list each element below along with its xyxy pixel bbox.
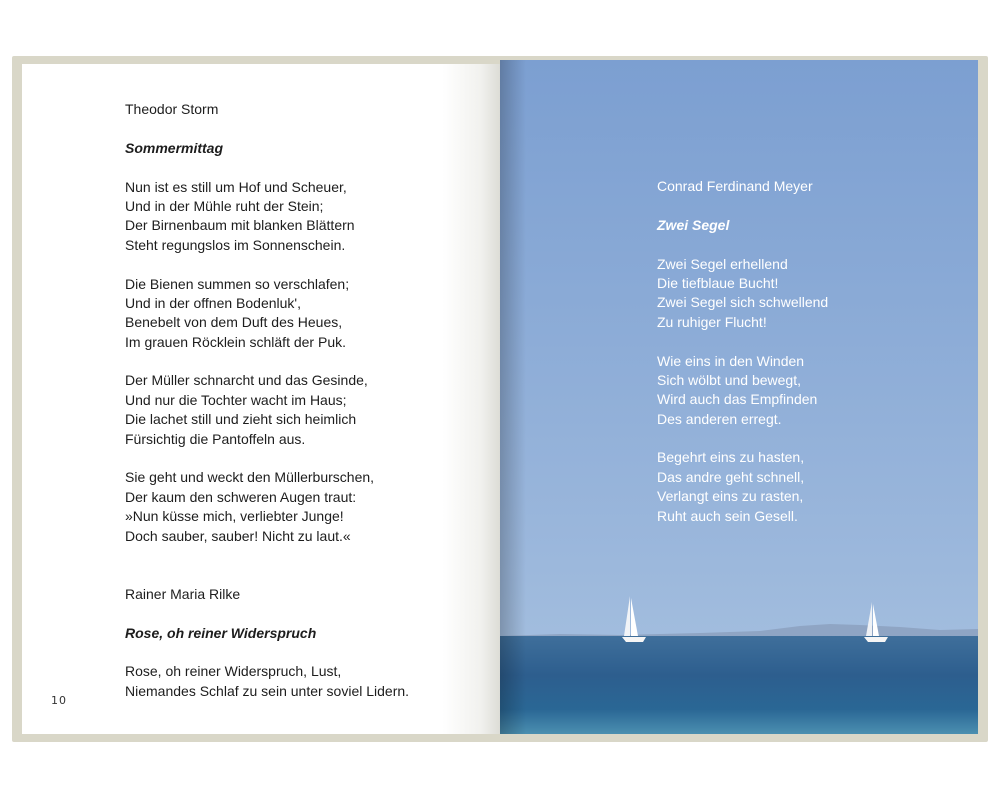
poem-line: Rose, oh reiner Widerspruch, Lust,: [125, 663, 342, 680]
poem-line: Die tiefblaue Bucht!: [657, 274, 779, 291]
poem-line: Der Birnenbaum mit blanken Blättern: [125, 217, 355, 234]
poem-line: Zu ruhiger Flucht!: [657, 313, 767, 330]
poem-line: Und in der Mühle ruht der Stein;: [125, 197, 324, 214]
poem-line: Zwei Segel sich schwellend: [657, 294, 829, 311]
poem-line: Die Bienen summen so verschlafen;: [125, 275, 350, 292]
poem-line: Doch sauber, sauber! Nicht zu laut.«: [125, 527, 351, 544]
poem-line: »Nun küsse mich, verliebter Junge!: [125, 508, 344, 525]
distant-hills: [500, 616, 978, 638]
poem-line: Niemandes Schlaf zu sein unter soviel Lidern.: [125, 682, 410, 699]
poem-line: Wie eins in den Winden: [657, 352, 805, 369]
right-page-text: [657, 177, 828, 526]
poem-author: Conrad Ferdinand Meyer: [657, 178, 813, 194]
poem-line: Sie geht und weckt den Müllerburschen,: [125, 469, 375, 486]
page-gutter-shadow: [500, 60, 526, 734]
poem-line: Ruht auch sein Gesell.: [657, 507, 798, 524]
poem-author: Rainer Maria Rilke: [125, 585, 241, 602]
poem-line: Und in der offnen Bodenluk',: [125, 294, 301, 311]
sea: [500, 636, 978, 734]
poem-title: Zwei Segel: [657, 216, 730, 233]
poem-title: Rose, oh reiner Widerspruch: [125, 624, 317, 641]
poem-line: Begehrt eins zu hasten,: [657, 449, 805, 466]
poem-line: Benebelt von dem Duft des Heues,: [125, 314, 343, 331]
poem-line: Des anderen erregt.: [657, 410, 782, 427]
page-number: 10: [51, 694, 67, 707]
poem-line: Zwei Segel erhellend: [657, 255, 788, 272]
poem-line: Verlangt eins zu rasten,: [657, 488, 804, 505]
poem-author: Theodor Storm: [125, 101, 219, 117]
poem-line: Die lachet still und zieht sich heimlich: [125, 411, 357, 428]
poem-line: Fürsichtig die Pantoffeln aus.: [125, 430, 306, 447]
sailboat-right: [862, 600, 896, 646]
left-page-text: [125, 100, 409, 701]
poem-line: Wird auch das Empfinden: [657, 391, 818, 408]
poem-line: Steht regungslos im Sonnenschein.: [125, 236, 346, 253]
poem-line: Das andre geht schnell,: [657, 468, 805, 485]
poem-line: Der kaum den schweren Augen traut:: [125, 488, 357, 505]
poem-line: Nun ist es still um Hof und Scheuer,: [125, 178, 347, 195]
sailboat-left: [620, 594, 654, 646]
poem-title: Sommermittag: [125, 139, 224, 156]
poem-line: Sich wölbt und bewegt,: [657, 371, 801, 388]
poem-line: Und nur die Tochter wacht im Haus;: [125, 391, 347, 408]
poem-line: Im grauen Röcklein schläft der Puk.: [125, 333, 346, 350]
poem-line: Der Müller schnarcht und das Gesinde,: [125, 372, 368, 389]
